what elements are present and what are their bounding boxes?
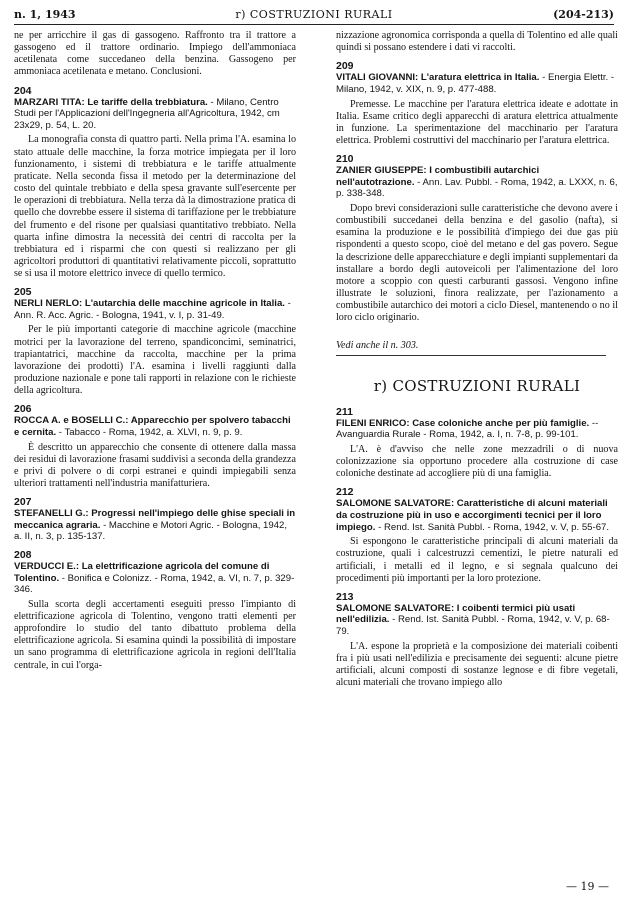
entry-details: - Ann. R. Acc. Agric. - Bologna, 1941, v. I, p. 31-49. (14, 298, 291, 321)
entry-citation (14, 508, 296, 543)
continued-paragraph: nizzazione agronomica corrisponda a quella di Tolentino ed alle quali quindi si possano estendere i dati vi raccolti. (336, 30, 618, 54)
page-number: — 19 — (566, 880, 609, 893)
cross-reference-rule (336, 355, 606, 356)
entry-author-title: ROCCA A. e BOSELLI C.: Apparecchio per spolvero tabacchi e cernita. (14, 415, 291, 438)
entry-number: 208 (14, 549, 32, 561)
entry-author-title: STEFANELLI G.: Progressi nell'impiego delle ghise speciali in meccanica agraria. (14, 508, 296, 531)
entry-number: 212 (336, 486, 354, 499)
entry-details: - Rend. Ist. Sanità Pubbl. - Roma, 1942, v. V, p. 55-67. (375, 521, 610, 533)
entry-author-title: MARZARI TITA: Le tariffe della trebbiatura. (14, 96, 208, 108)
entry-citation (336, 165, 618, 200)
running-header (14, 6, 614, 24)
entry-number: 209 (336, 60, 354, 73)
entry-range: (204-213) (553, 8, 614, 21)
cross-reference: Vedi anche il n. 303. (336, 340, 419, 352)
section-heading: r) COSTRUZIONI RURALI (373, 376, 581, 395)
entry-author-title: SALOMONE SALVATORE: I coibenti termici più usati nell'edilizia. (336, 602, 576, 626)
entry-author-title: SALOMONE SALVATORE: Caratteristiche di alcuni materiali da costruzione più in uso e accorgimenti tecnici per il loro impiego. (336, 498, 608, 533)
entry-citation (14, 415, 296, 438)
entry-citation (14, 97, 296, 132)
entry-details: - Tabacco - Roma, 1942, a. XLVI, n. 9, p. 9. (56, 427, 243, 438)
intro-paragraph: ne per arricchire il gas di gassogeno. Raffronto tra il trattore a gassogeno ed il trattore ordinario. Impiego dell'ammoniaca acetilenata come succedaneo della benzina. Gassogeno per ammoniaca acetilenata e metano. Conclusioni. (14, 30, 296, 78)
entry-author-title: NERLI NERLO: L'autarchia delle macchine agricole in Italia. (14, 298, 285, 310)
entry-citation (14, 298, 296, 321)
entry-citation (336, 603, 618, 638)
entry-author-title: ZANIER GIUSEPPE: I combustibili autarchici nell'autotrazione. (336, 165, 540, 188)
entry-details: - Rend. Ist. Sanità Pubbl. - Roma, 1942, v. V, p. 68-79. (336, 614, 610, 638)
entry-details: - Milano, Centro Studi per l'Applicazioni dell'Ingegneria all'Agricoltura, 1942, cm 23x29, p. 54, L. 20. (14, 96, 280, 131)
entry-number: 205 (14, 286, 32, 299)
left-column (14, 30, 296, 672)
entry-abstract: Per le più importanti categorie di macchine agricole (macchine motrici per la lavorazione del terreno, spandiconcimi, seminatrici, trapiantatrici, macchine da raccolta, macchine per la prima lavorazione dei prodotti) l'A. esamina i livelli raggiunti dalla produzione nazionale e pone tali rapporti in relazione con le richieste della agricoltura. (14, 324, 296, 397)
entry-citation (336, 72, 618, 95)
entry-details: -- Avanguardia Rurale - Roma, 1942, a. I, n. 7-8, p. 99-101. (336, 417, 599, 441)
entry-citation (336, 418, 618, 441)
entry-details: - Bonifica e Colonizz. - Roma, 1942, a. VI, n. 7, p. 329-346. (14, 572, 295, 596)
issue-number: n. 1, 1943 (14, 8, 76, 21)
header-rule (14, 24, 614, 25)
entry-author-title: VERDUCCI E.: La elettrificazione agricola del comune di Tolentino. (14, 561, 270, 584)
entry-number: 204 (14, 84, 32, 97)
entry-citation (336, 498, 618, 533)
entry-number: 211 (336, 405, 353, 418)
entry-author-title: FILENI ENRICO: Case coloniche anche per più famiglie. (336, 417, 590, 429)
entry-details: - Ann. Lav. Pubbl. - Roma, 1942, a. LXXX, n. 6, p. 338-348. (336, 176, 618, 200)
entry-abstract: Sulla scorta degli accertamenti eseguiti presso l'impianto di elettrificazione agricola di Tolentino, vengono tratti elementi per approfondire lo studio del tanto dibattuto problema della elettrificazione agricola. Si esamina quindi la possibilità di impostare un sano programma di elettrificazione agricola in regioni dell'Italia centrale, in cui l'orga- (14, 598, 296, 671)
entry-author-title: VITALI GIOVANNI: L'aratura elettrica in Italia. (336, 72, 540, 84)
entry-number: 206 (14, 403, 32, 416)
entry-abstract: L'A. espone la proprietà e la composizione dei materiali coibenti fra i più usati nell'edilizia e precisamente dei seguenti: alcune pietre artificiali, alcuni composti di sostanze legnose e di fibre vegetali, alcuni materiali che trovano impiego allo (336, 640, 618, 689)
entry-details: - Macchine e Motori Agric. - Bologna, 1942, a. II, n. 3, p. 135-137. (14, 519, 288, 543)
right-column (336, 30, 618, 689)
entry-abstract: È descritto un apparecchio che consente di ottenere dalla massa dei residui di lavorazione frasami suddivisi a seconda della grandezza e privi di polvere o di corpi estranei e quindi impiegabili senza ulteriori trattamenti nell'industria manifatturiera. (14, 441, 296, 490)
header-section-title: r) COSTRUZIONI RURALI (235, 8, 393, 21)
entry-number: 210 (336, 153, 354, 166)
entry-abstract: Premesse. Le macchine per l'aratura elettrica ideate e adottate in Italia. Esame critico degli apparecchi di aratura elettrica attualmente in funzione. La sperimentazione del macchinario per l'aratura elettrica. Problemi costruttivi del macchinario per l'aratura elettrica. (336, 98, 618, 146)
entry-abstract: L'A. è d'avviso che nelle zone mezzadrili o di nuova colonizzazione sia opportuno procedere alla costruzione di case coloniche destinate ad accogliere più di una famiglia. (336, 443, 618, 480)
entry-number: 207 (14, 496, 32, 509)
entry-abstract: Dopo brevi considerazioni sulle caratteristiche che devono avere i combustibili succedanei della benzina e del gasolio (nafta), si esamina la produzione e le possibilità d'impiego dei due gas più rispondenti a questo scopo, cioè del metano e del gas povero. Segue la descrizione delle apparecchiature e degli impianti supplementari da installare a bordo degli autoveicoli per l'alimentazione del loro motore a scoppio con questi carburanti gassosi. Vengono infine illustrate le soluzioni, finora realizzate, per l'azionamento a combustibile autarchico dei motori a ciclo Diesel, mantenendo o no il loro ciclo originario. (336, 202, 618, 324)
entry-abstract: Si espongono le caratteristiche principali di alcuni materiali da costruzione, quali i calcestruzzi cementizi, le pietre naturali ed artificiali, i metalli ed il legno, e si segnala qualcuno dei procedimenti più importanti per la loro protezione. (336, 536, 618, 584)
entry-abstract: La monografia consta di quattro parti. Nella prima l'A. esamina lo stato attuale delle macchine, la forza motrice impiegata per il loro funzionamento, i sistemi di trebbiatura e le tariffe attualmente praticate. Nella seconda fissa il metodo per la determinazione del costo del quintale trebbiato e della spesa gravante sull'esercente per le operazioni di trebbiatura. Nella terza dà la dimostrazione pratica di quello che dovrebbe essere il sistema di tariffazione per le trebbiature del frumento e del risone per qualsiasi quantitativo trebbiato. Nella quarta infine dimostra la necessità dei centri di raccolta per la trebbiatura ed i risparmi che con questi si realizzano per gli agricoltori produttori di quantitativi relativamente piccoli, soprattutto se si usa il motore elettrico invece di quello termico. (14, 134, 296, 280)
entry-citation (14, 561, 296, 596)
entry-number: 213 (336, 590, 354, 603)
entry-details: - Energia Elettr. - Milano, 1942, v. XIX, n. 9, p. 477-488. (336, 72, 615, 95)
